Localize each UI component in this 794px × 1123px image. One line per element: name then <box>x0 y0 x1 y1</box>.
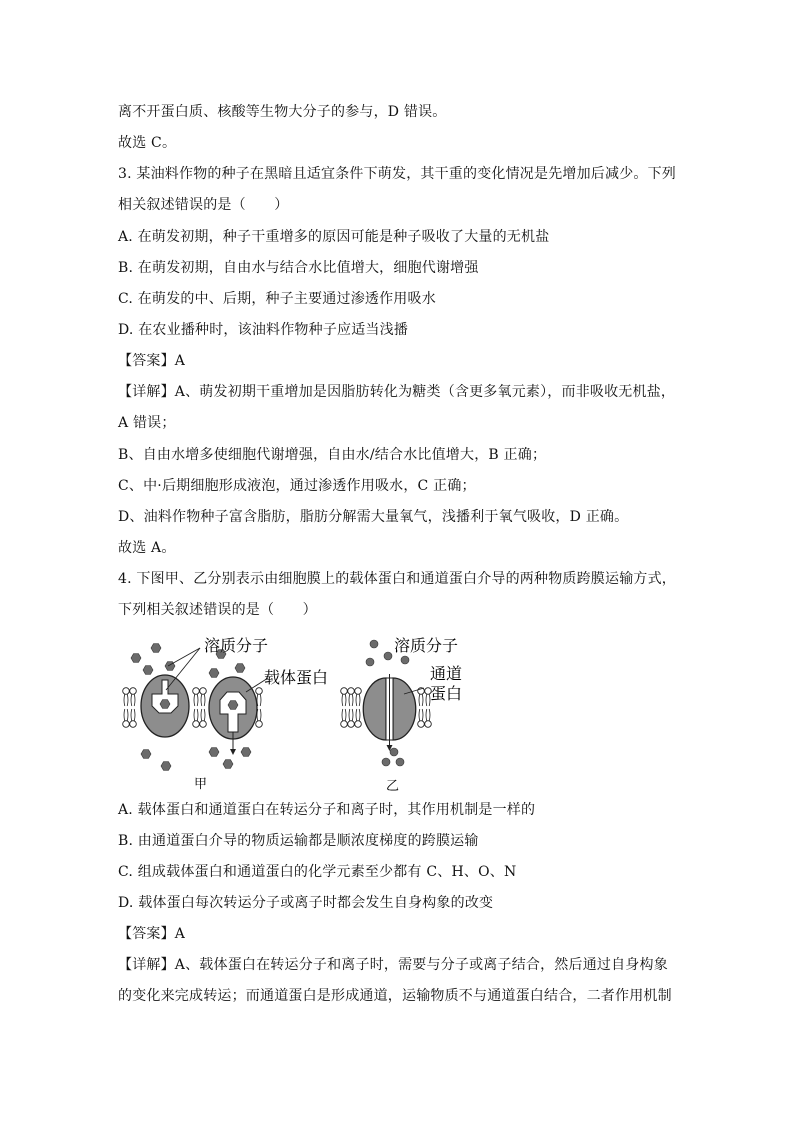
left-solute-label: 溶质分子 <box>204 636 269 655</box>
lipid-head <box>341 709 348 727</box>
lipid-head <box>355 688 362 706</box>
lipid-head <box>193 709 200 727</box>
question-3-explanation-line-3: B、自由水增多使细胞代谢增强，自由水/结合水比值增大，B 正确； <box>118 447 547 463</box>
lipid-head <box>355 709 362 727</box>
question-3-explanation-line-1: 【详解】A、萌发初期干重增加是因脂肪转化为糖类（含更多氧元素），而非吸收无机盐， <box>118 384 676 400</box>
question-3-stem-line-2: 相关叙述错误的是（ ） <box>118 197 289 213</box>
lipid-head <box>200 709 207 727</box>
carrier-protein-label: 载体蛋白 <box>264 668 329 687</box>
question-4-option-c: C. 组成载体蛋白和通道蛋白的化学元素至少都有 C、H、O、N <box>118 864 517 880</box>
lipid-head <box>200 688 207 706</box>
lipid-head <box>418 688 425 706</box>
question-4-explanation-line-2: 的变化来完成转运；而通道蛋白是形成通道，运输物质不与通道蛋白结合，二者作用机制 <box>118 988 672 1004</box>
lipid-head <box>418 709 425 727</box>
lipid-head <box>348 709 355 727</box>
lipid-head <box>130 688 137 706</box>
question-4-option-d: D. 载体蛋白每次转运分子或离子时都会发生自身构象的改变 <box>118 895 494 911</box>
question-3-option-d: D. 在农业播种时，该油料作物种子应适当浅播 <box>118 322 409 338</box>
question-3-answer: 【答案】A <box>118 353 186 369</box>
question-4-stem-line-1: 4. 下图甲、乙分别表示由细胞膜上的载体蛋白和通道蛋白介导的两种物质跨膜运输方式， <box>118 571 677 587</box>
question-3-option-b: B. 在萌发初期，自由水与结合水比值增大，细胞代谢增强 <box>118 260 479 276</box>
question-3-option-c: C. 在萌发的中、后期，种子主要通过渗透作用吸水 <box>118 291 436 307</box>
question-3-explanation-line-5: D、油料作物种子富含脂肪，脂肪分解需大量氧气，浅播利于氧气吸收，D 正确。 <box>118 509 629 525</box>
lipid-head <box>341 688 348 706</box>
question-3-explanation-line-4: C、中·后期细胞形成液泡，通过渗透作用吸水，C 正确； <box>118 478 476 494</box>
lipid-head <box>123 709 130 727</box>
question-3-explanation-line-2: A 错误； <box>118 415 176 431</box>
right-solute-label: 溶质分子 <box>394 636 459 655</box>
channel-protein <box>363 674 415 748</box>
lipid-head <box>123 688 130 706</box>
carrier-protein-2 <box>209 677 257 752</box>
text-line-1: 离不开蛋白质、核酸等生物大分子的参与，D 错误。 <box>118 104 447 120</box>
carrier-protein-1 <box>141 675 189 737</box>
question-4-option-b: B. 由通道蛋白介导的物质运输都是顺浓度梯度的跨膜运输 <box>118 833 479 849</box>
question-3-option-a: A. 在萌发初期，种子干重增多的原因可能是种子吸收了大量的无机盐 <box>118 229 550 245</box>
lipid-head <box>425 709 432 727</box>
text-line-2: 故选 C。 <box>118 135 177 151</box>
question-4-explanation-line-1: 【详解】A、载体蛋白在转运分子和离子时，需要与分子或离子结合，然后通过自身构象 <box>118 957 668 973</box>
question-4-stem-line-2: 下列相关叙述错误的是（ ） <box>118 602 317 618</box>
lipid-head <box>348 688 355 706</box>
question-4-answer: 【答案】A <box>118 926 186 942</box>
membrane-transport-figure <box>118 628 478 796</box>
membrane-transport-diagram <box>118 628 478 796</box>
right-caption: 乙 <box>386 779 400 794</box>
question-3-conclusion: 故选 A。 <box>118 540 176 556</box>
channel-label-line-2: 蛋白 <box>430 684 463 703</box>
channel-label-line-1: 通道 <box>430 664 463 683</box>
question-3-stem-line-1: 3. 某油料作物的种子在黑暗且适宜条件下萌发，其干重的变化情况是先增加后减少。下列 <box>118 166 677 182</box>
left-caption: 甲 <box>194 777 208 792</box>
question-4-option-a: A. 载体蛋白和通道蛋白在转运分子和离子时，其作用机制是一样的 <box>118 802 536 818</box>
lipid-head <box>193 688 200 706</box>
lipid-head <box>130 709 137 727</box>
